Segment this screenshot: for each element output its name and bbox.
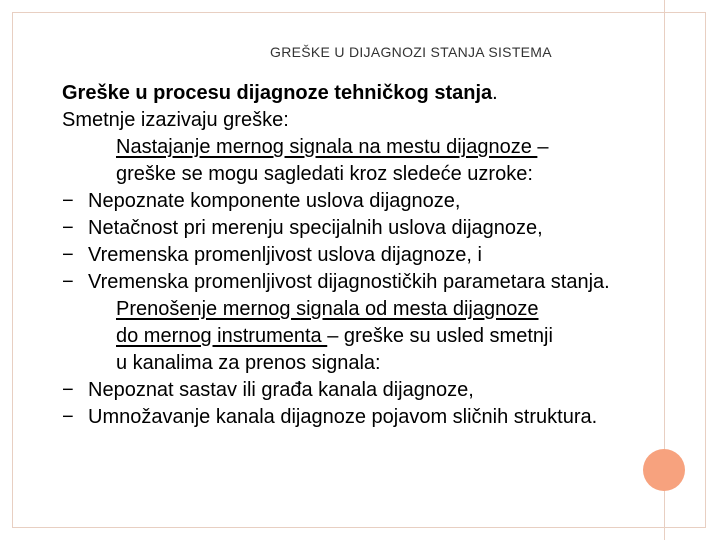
section2-line1 (62, 296, 652, 323)
section2-underlined-2: do mernog instrumenta (116, 325, 328, 347)
list-item-text: Vremenska promenljivost uslova dijagnoze, i (88, 244, 482, 266)
slide-title: GREŠKE U DIJAGNOZI STANJA SISTEMA (270, 44, 552, 60)
dash-bullet: − (62, 244, 74, 266)
list-item-text: Umnožavanje kanala dijagnoze pojavom sličnih struktura. (88, 406, 598, 428)
list-item (62, 188, 652, 215)
heading-tail: . (492, 82, 498, 104)
list-item-text: Vremenska promenljivost dijagnostičkih parametara stanja. (88, 271, 610, 293)
section2-underlined-1: Prenošenje mernog signala od mesta dijagnoze (116, 298, 539, 320)
dash-bullet: − (62, 406, 74, 428)
list-item (62, 377, 652, 404)
decorative-circle (643, 449, 685, 491)
section2-rest: – greške su usled smetnji (327, 325, 553, 347)
section1-dash: – (537, 136, 549, 158)
heading-line (62, 80, 652, 107)
list-item-text: Netačnost pri merenju specijalnih uslova dijagnoze, (88, 217, 543, 239)
list-item (62, 404, 652, 431)
list-item (62, 242, 652, 269)
dash-bullet: − (62, 190, 74, 212)
intro-line: Smetnje izazivaju greške: (62, 109, 289, 131)
dash-bullet: − (62, 271, 74, 293)
section2-line2 (62, 323, 652, 350)
section1-line2: greške se mogu sagledati kroz sledeće uzroke: (116, 163, 533, 185)
list-item (62, 269, 652, 296)
list-item-text: Nepoznat sastav ili građa kanala dijagnoze, (88, 379, 474, 401)
dash-bullet: − (62, 217, 74, 239)
section1-underlined: Nastajanje mernog signala na mestu dijagnoze (116, 136, 538, 158)
dash-bullet: − (62, 379, 74, 401)
section2-line3: u kanalima za prenos signala: (116, 352, 381, 374)
list-item (62, 215, 652, 242)
heading-text: Greške u procesu dijagnoze tehničkog stanja (62, 82, 493, 104)
list-item-text: Nepoznate komponente uslova dijagnoze, (88, 190, 461, 212)
slide-body (62, 80, 652, 431)
section1-line1 (62, 134, 652, 161)
